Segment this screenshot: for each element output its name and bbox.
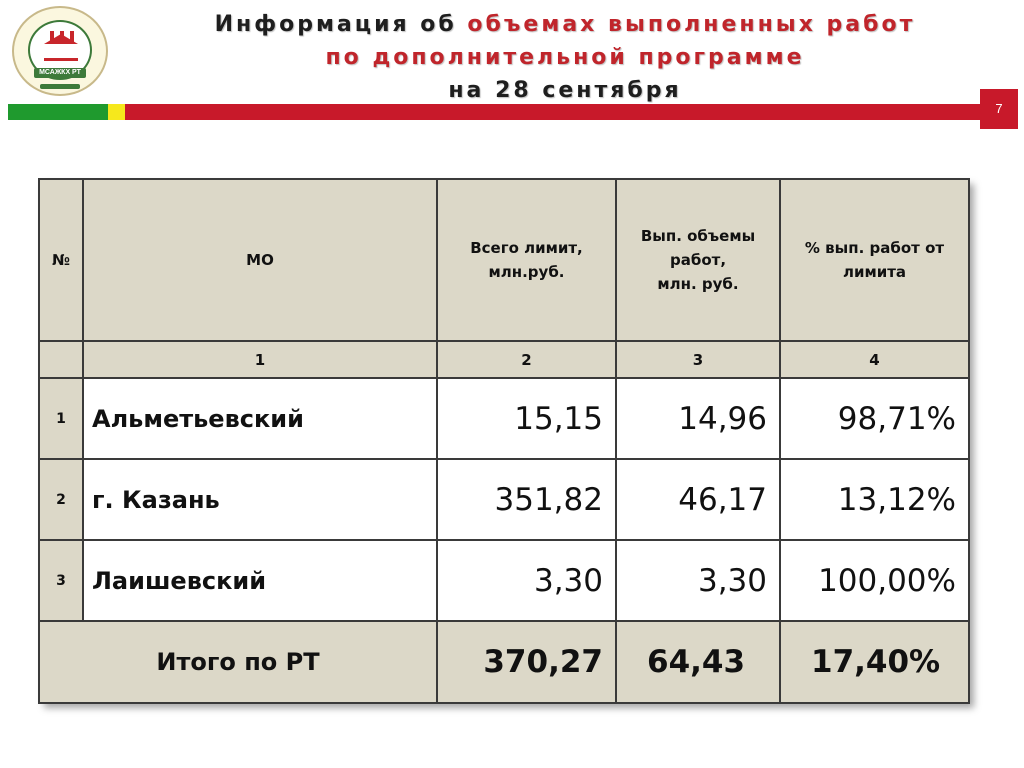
row-municipality: г. Казань xyxy=(83,459,437,540)
title-highlight: объемах выполненных работ xyxy=(467,12,916,37)
row-done: 3,30 xyxy=(616,540,780,621)
row-municipality: Альметьевский xyxy=(83,378,437,459)
flag-stripe-yellow xyxy=(108,104,125,120)
row-percent: 100,00% xyxy=(780,540,969,621)
title-line-3: на 28 сентября xyxy=(448,78,682,103)
row-index: 1 xyxy=(39,378,83,459)
row-done: 46,17 xyxy=(616,459,780,540)
row-limit: 15,15 xyxy=(437,378,616,459)
page-number: 7 xyxy=(980,89,1018,129)
row-index: 3 xyxy=(39,540,83,621)
header-done-line: работ, xyxy=(669,251,727,269)
header-total-limit xyxy=(437,179,616,341)
header-limit-line: Всего лимит, xyxy=(470,239,583,257)
column-number: 3 xyxy=(616,341,780,378)
results-table xyxy=(38,178,970,704)
title-line-2: по дополнительной программе xyxy=(325,45,805,70)
header-percent-completed xyxy=(780,179,969,341)
title-prefix: Информация об xyxy=(214,12,468,37)
row-limit: 3,30 xyxy=(437,540,616,621)
header-done-line: Вып. объемы xyxy=(640,227,756,245)
results-table-container xyxy=(38,178,968,702)
row-percent: 13,12% xyxy=(780,459,969,540)
logo-column xyxy=(70,31,74,44)
column-number-row xyxy=(39,341,969,378)
header-number: № xyxy=(39,179,83,341)
header-done-line: млн. руб. xyxy=(657,275,739,293)
table-row xyxy=(39,459,969,540)
total-limit: 370,27 xyxy=(437,621,616,703)
column-number: 1 xyxy=(83,341,437,378)
total-done: 64,43 xyxy=(616,621,780,703)
table-row xyxy=(39,378,969,459)
logo-building-base xyxy=(44,58,78,61)
title-line-1 xyxy=(130,8,1000,41)
header-limit-line: млн.руб. xyxy=(488,263,565,281)
logo-column xyxy=(50,31,54,44)
row-percent: 98,71% xyxy=(780,378,969,459)
header-pct-line: лимита xyxy=(842,263,907,281)
logo-column xyxy=(60,31,64,44)
logo-caption: МСАЖКХ РТ xyxy=(34,68,86,78)
column-number: 2 xyxy=(437,341,616,378)
logo-ribbon xyxy=(40,84,80,89)
header-mo: МО xyxy=(83,179,437,341)
total-percent: 17,40% xyxy=(780,621,969,703)
column-number: 4 xyxy=(780,341,969,378)
flag-stripe-red xyxy=(125,104,980,120)
row-done: 14,96 xyxy=(616,378,780,459)
flag-stripe-green xyxy=(8,104,108,120)
row-index: 2 xyxy=(39,459,83,540)
row-limit: 351,82 xyxy=(437,459,616,540)
ministry-logo xyxy=(12,6,108,96)
total-label: Итого по РТ xyxy=(39,621,437,703)
table-row xyxy=(39,540,969,621)
row-municipality: Лаишевский xyxy=(83,540,437,621)
column-number-empty xyxy=(39,341,83,378)
header-completed-volume xyxy=(616,179,780,341)
slide-title xyxy=(130,8,1000,107)
total-row xyxy=(39,621,969,703)
header-pct-line: % вып. работ от xyxy=(804,239,945,257)
